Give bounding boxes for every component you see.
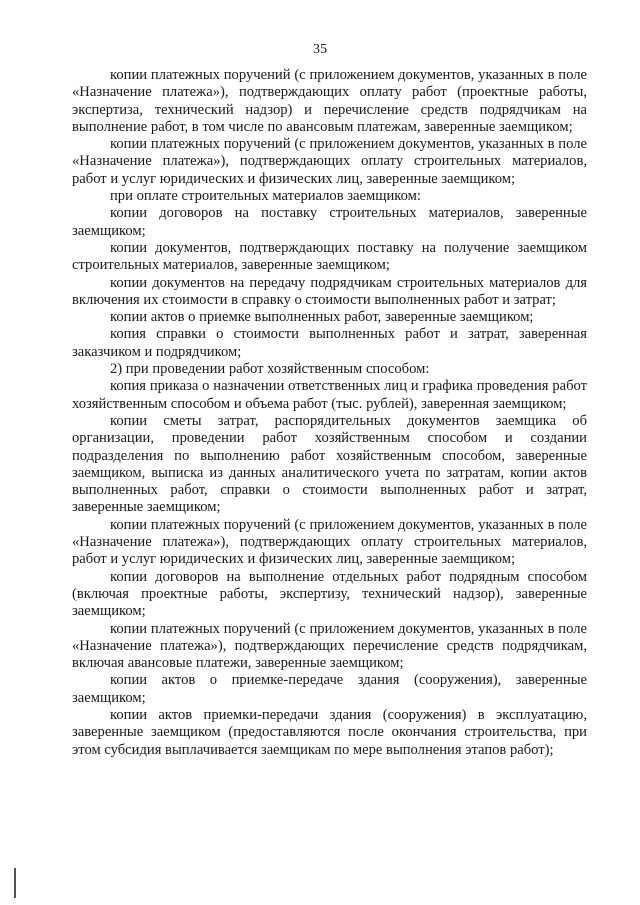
margin-mark (14, 868, 16, 898)
paragraph: копии договоров на выполнение отдельных работ подрядным способом (включая проектные работы, экспертизу, технический надзор), заверенные заемщиком; (72, 568, 587, 620)
paragraph: копии платежных поручений (с приложением документов, указанных в поле «Назначение платежа»), подтверждающих оплату работ (проектные работы, экспертиза, технический надзор) и перечисление средств подрядчикам на выполнение работ, в том числе по авансовым платежам, заверенные заемщиком; (72, 67, 587, 135)
paragraph: копии платежных поручений (с приложением документов, указанных в поле «Назначение платежа»), подтверждающих оплату строительных материалов, работ и услуг юридических и физических лиц, заверенные заемщиком; (72, 136, 587, 187)
document-body (72, 67, 587, 759)
paragraph: копии актов приемки-передачи здания (сооружения) в эксплуатацию, заверенные заемщиком (предоставляются после окончания строительства, при этом субсидия выплачивается заемщикам по мере выполнения этапов работ); (72, 706, 587, 758)
paragraph: 2) при проведении работ хозяйственным способом: (110, 361, 430, 378)
paragraph: при оплате строительных материалов заемщиком: (110, 188, 421, 205)
paragraph: копии документов, подтверждающих поставку на получение заемщиком строительных материалов, заверенные заемщиком; (72, 239, 587, 274)
paragraph: копии платежных поручений (с приложением документов, указанных в поле «Назначение платежа»), подтверждающих перечисление средств подрядчикам, включая авансовые платежи, заверенные заемщиком; (72, 620, 587, 672)
paragraph: копии платежных поручений (с приложением документов, указанных в поле «Назначение платежа»), подтверждающих оплату строительных материалов, работ и услуг юридических и физических лиц, заверенные заемщиком; (72, 516, 587, 568)
paragraph: копия справки о стоимости выполненных работ и затрат, заверенная заказчиком и подрядчиком; (72, 326, 587, 360)
paragraph: копии сметы затрат, распорядительных документов заемщика об организации, проведении работ хозяйственным способом и создании подразделения по выполнению работ хозяйственным способом, заверенные заемщиком, выписка из данных аналитического учета по затратам, копии актов выполненных работ, справки о стоимости выполненных работ и затрат, заверенные заемщиком; (72, 412, 587, 516)
paragraph: копии договоров на поставку строительных материалов, заверенные заемщиком; (72, 205, 587, 239)
paragraph: копии актов о приемке-передаче здания (сооружения), заверенные заемщиком; (72, 672, 587, 706)
paragraph: копии актов о приемке выполненных работ, заверенные заемщиком; (110, 309, 534, 326)
paragraph: копия приказа о назначении ответственных лиц и графика проведения работ хозяйственным способом и объема работ (тыс. рублей), заверенная заемщиком; (72, 378, 587, 412)
paragraph: копии документов на передачу подрядчикам строительных материалов для включения их стоимости в справку о стоимости выполненных работ и затрат; (72, 274, 587, 308)
page-number: 35 (313, 42, 327, 57)
